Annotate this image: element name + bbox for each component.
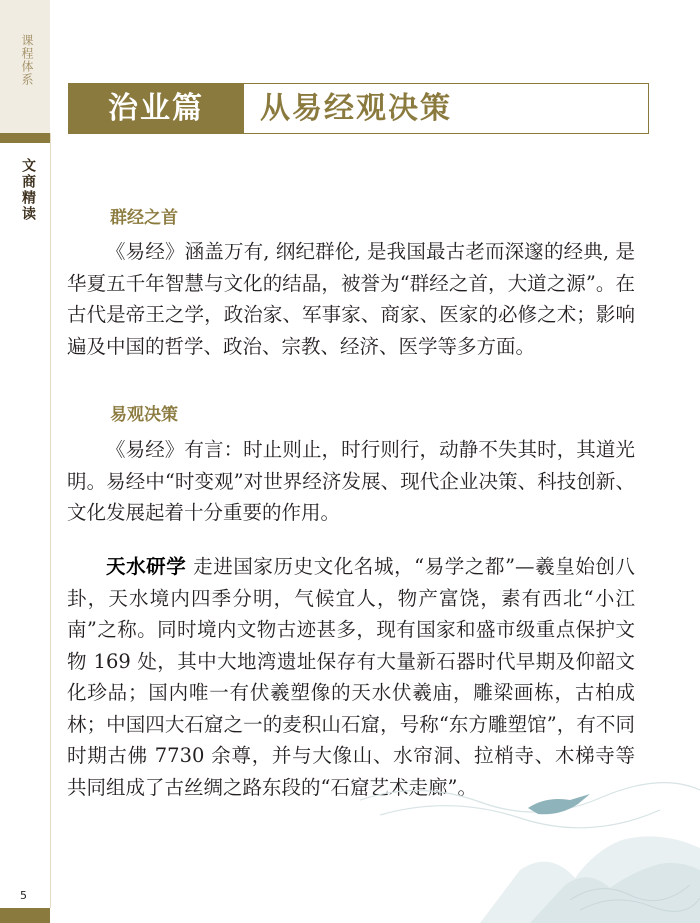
section-heading-2: 易观决策	[110, 405, 178, 425]
bottom-accent-bar	[0, 908, 50, 923]
chapter-section-label: 治业篇	[68, 83, 244, 134]
section-body-1: 《易经》涵盖万有, 纲纪群伦, 是我国最古老而深邃的经典, 是华夏五千年智慧与文化的结晶，被誉为“群经之首，大道之源”。在古代是帝王之学，政治家、军事家、商家、医家的必修之术；影响遍及中国的哲学、政治、宗教、经济、医学等多方面。	[67, 240, 635, 358]
study-paragraph	[67, 551, 635, 803]
sidebar-divider	[50, 133, 51, 908]
sidebar-accent-bar	[0, 133, 50, 143]
sidebar-tab	[0, 0, 50, 133]
section-heading-1: 群经之首	[110, 208, 178, 228]
chapter-title: 从易经观决策	[244, 83, 649, 134]
section-body-2: 《易经》有言：时止则止，时行则行，动静不失其时，其道光明。易经中“时变观”对世界经济发展、现代企业决策、科技创新、文化发展起着十分重要的作用。	[67, 438, 635, 524]
course-system-label: 课程体系	[20, 34, 34, 86]
sidebar-title: 文商精读	[20, 158, 36, 222]
chapter-header	[68, 83, 634, 134]
study-lead: 天水研学	[106, 555, 187, 578]
page-number: 5	[20, 889, 27, 902]
study-body: 走进国家历史文化名城，“易学之都”—羲皇始创八卦，天水境内四季分明，气候宜人，物产富饶，素有西北“小江南”之称。同时境内文物古迹甚多，现有国家和盛市级重点保护文物 169 处，其中大地湾遗址保存有大量新石器时代早期及仰韶文化珍品；国内唯一有伏羲塑像的天水伏羲庙，雕梁画栋，古柏成林；中国四大石窟之一的麦积山石窟，号称“东方雕塑馆”，有不同时期古佛 7730 余尊，并与大像山、水帘洞、拉梢寺、木梯寺等共同组成了古丝绸之路东段的“石窟艺术走廊”。	[67, 555, 635, 799]
